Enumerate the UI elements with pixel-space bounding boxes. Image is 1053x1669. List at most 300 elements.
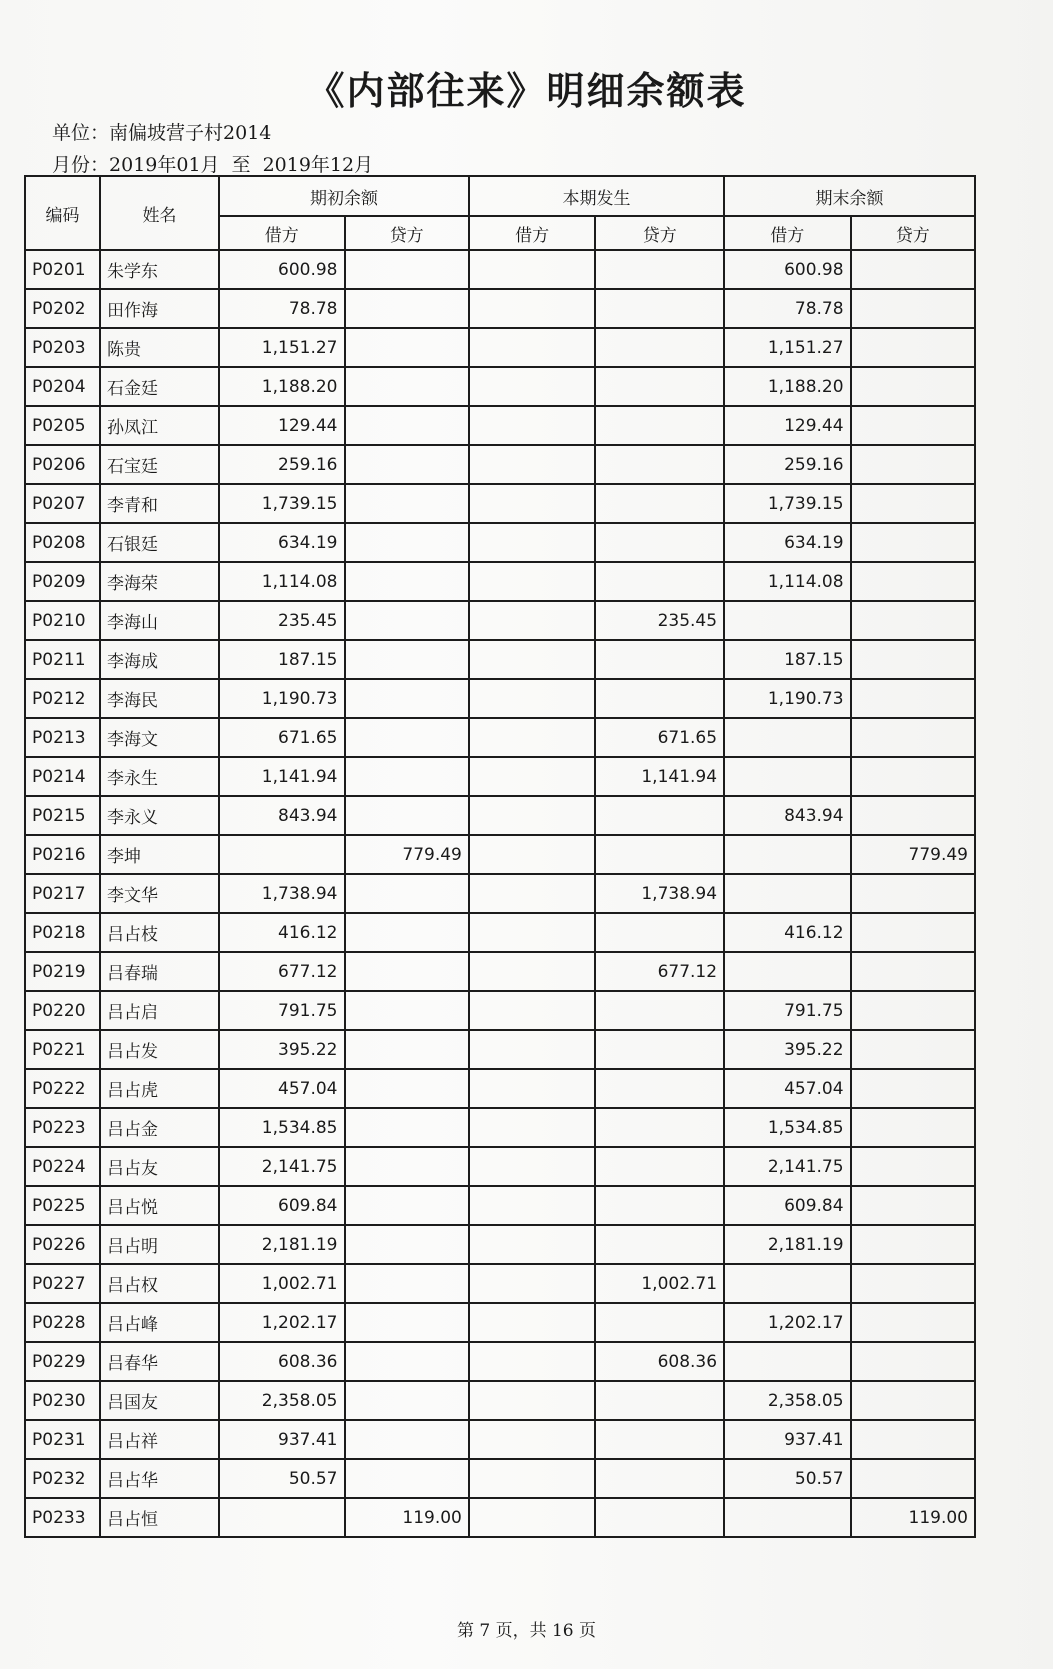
table-row bbox=[25, 484, 975, 523]
table-row bbox=[25, 1186, 975, 1225]
cell-code: P0221 bbox=[25, 1030, 100, 1069]
cell-current-credit bbox=[595, 991, 724, 1030]
page-footer: 第 7 页，共 16 页 bbox=[456, 1621, 597, 1641]
table-row bbox=[25, 1342, 975, 1381]
cell-current-debit bbox=[469, 1147, 596, 1186]
cell-opening-debit bbox=[219, 835, 344, 874]
cell-opening-credit: 779.49 bbox=[345, 835, 469, 874]
cell-name: 吕占金 bbox=[100, 1108, 219, 1147]
cell-current-credit bbox=[595, 796, 724, 835]
cell-name: 石宝廷 bbox=[100, 445, 219, 484]
cell-opening-credit bbox=[345, 1342, 469, 1381]
cell-closing-debit: 416.12 bbox=[724, 913, 851, 952]
cell-opening-debit: 671.65 bbox=[219, 718, 344, 757]
table-row bbox=[25, 289, 975, 328]
cell-name: 吕占悦 bbox=[100, 1186, 219, 1225]
cell-current-debit bbox=[469, 484, 596, 523]
cell-current-credit bbox=[595, 1459, 724, 1498]
table-row bbox=[25, 406, 975, 445]
cell-opening-debit: 1,738.94 bbox=[219, 874, 344, 913]
cell-name: 李青和 bbox=[100, 484, 219, 523]
cell-closing-debit: 129.44 bbox=[724, 406, 851, 445]
cell-code: P0228 bbox=[25, 1303, 100, 1342]
cell-current-credit bbox=[595, 913, 724, 952]
cell-name: 陈贵 bbox=[100, 328, 219, 367]
cell-closing-credit: 779.49 bbox=[851, 835, 975, 874]
cell-name: 吕国友 bbox=[100, 1381, 219, 1420]
cell-opening-debit: 129.44 bbox=[219, 406, 344, 445]
cell-code: P0214 bbox=[25, 757, 100, 796]
cell-code: P0224 bbox=[25, 1147, 100, 1186]
cell-current-debit bbox=[469, 601, 596, 640]
cell-closing-debit: 50.57 bbox=[724, 1459, 851, 1498]
cell-closing-credit bbox=[851, 1381, 975, 1420]
cell-name: 吕占权 bbox=[100, 1264, 219, 1303]
cell-closing-debit: 1,202.17 bbox=[724, 1303, 851, 1342]
cell-current-debit bbox=[469, 1225, 596, 1264]
cell-current-credit bbox=[595, 835, 724, 874]
cell-opening-debit: 608.36 bbox=[219, 1342, 344, 1381]
cell-current-credit: 1,738.94 bbox=[595, 874, 724, 913]
cell-current-debit bbox=[469, 679, 596, 718]
cell-closing-credit bbox=[851, 601, 975, 640]
cell-closing-credit bbox=[851, 718, 975, 757]
cell-current-credit bbox=[595, 250, 724, 289]
cell-name: 吕占峰 bbox=[100, 1303, 219, 1342]
cell-opening-debit: 791.75 bbox=[219, 991, 344, 1030]
cell-code: P0226 bbox=[25, 1225, 100, 1264]
cell-opening-credit bbox=[345, 523, 469, 562]
cell-opening-debit: 1,002.71 bbox=[219, 1264, 344, 1303]
cell-name: 石银廷 bbox=[100, 523, 219, 562]
cell-closing-credit bbox=[851, 796, 975, 835]
cell-code: P0203 bbox=[25, 328, 100, 367]
cell-closing-credit bbox=[851, 640, 975, 679]
cell-current-debit bbox=[469, 1030, 596, 1069]
cell-current-debit bbox=[469, 1498, 596, 1537]
cell-name: 吕占恒 bbox=[100, 1498, 219, 1537]
cell-closing-debit bbox=[724, 1264, 851, 1303]
cell-current-debit bbox=[469, 1108, 596, 1147]
cell-name: 吕占祥 bbox=[100, 1420, 219, 1459]
cell-opening-debit: 187.15 bbox=[219, 640, 344, 679]
cell-opening-debit: 843.94 bbox=[219, 796, 344, 835]
cell-closing-credit bbox=[851, 991, 975, 1030]
cell-closing-debit: 2,181.19 bbox=[724, 1225, 851, 1264]
header-opening-balance: 期初余额 bbox=[219, 176, 469, 216]
cell-name: 李海文 bbox=[100, 718, 219, 757]
cell-code: P0220 bbox=[25, 991, 100, 1030]
cell-opening-debit: 2,181.19 bbox=[219, 1225, 344, 1264]
cell-closing-debit bbox=[724, 835, 851, 874]
cell-closing-debit: 600.98 bbox=[724, 250, 851, 289]
cell-opening-credit bbox=[345, 991, 469, 1030]
cell-closing-credit bbox=[851, 1147, 975, 1186]
cell-closing-debit bbox=[724, 952, 851, 991]
cell-opening-credit bbox=[345, 445, 469, 484]
cell-opening-credit bbox=[345, 1264, 469, 1303]
cell-name: 李海荣 bbox=[100, 562, 219, 601]
cell-closing-debit: 259.16 bbox=[724, 445, 851, 484]
cell-current-debit bbox=[469, 835, 596, 874]
cell-closing-credit bbox=[851, 679, 975, 718]
cell-closing-debit: 791.75 bbox=[724, 991, 851, 1030]
cell-closing-debit bbox=[724, 874, 851, 913]
cell-opening-debit: 50.57 bbox=[219, 1459, 344, 1498]
table-row bbox=[25, 1420, 975, 1459]
cell-closing-debit: 2,358.05 bbox=[724, 1381, 851, 1420]
cell-closing-credit bbox=[851, 757, 975, 796]
cell-closing-debit: 937.41 bbox=[724, 1420, 851, 1459]
cell-opening-debit: 235.45 bbox=[219, 601, 344, 640]
cell-name: 李海山 bbox=[100, 601, 219, 640]
cell-code: P0211 bbox=[25, 640, 100, 679]
cell-opening-debit: 1,188.20 bbox=[219, 367, 344, 406]
cell-opening-credit bbox=[345, 601, 469, 640]
header-opening-credit: 贷方 bbox=[345, 216, 469, 250]
cell-closing-credit bbox=[851, 1264, 975, 1303]
cell-current-credit bbox=[595, 1186, 724, 1225]
cell-closing-credit bbox=[851, 913, 975, 952]
cell-opening-credit bbox=[345, 874, 469, 913]
cell-current-debit bbox=[469, 523, 596, 562]
table-row bbox=[25, 874, 975, 913]
cell-code: P0206 bbox=[25, 445, 100, 484]
cell-opening-debit: 416.12 bbox=[219, 913, 344, 952]
cell-code: P0201 bbox=[25, 250, 100, 289]
cell-opening-debit: 1,141.94 bbox=[219, 757, 344, 796]
cell-current-credit: 677.12 bbox=[595, 952, 724, 991]
cell-name: 吕占明 bbox=[100, 1225, 219, 1264]
cell-current-credit bbox=[595, 1498, 724, 1537]
table-row bbox=[25, 1108, 975, 1147]
cell-current-credit bbox=[595, 1147, 724, 1186]
table-row bbox=[25, 952, 975, 991]
cell-current-credit: 1,002.71 bbox=[595, 1264, 724, 1303]
cell-code: P0210 bbox=[25, 601, 100, 640]
cell-opening-credit bbox=[345, 1381, 469, 1420]
cell-closing-debit: 1,188.20 bbox=[724, 367, 851, 406]
table-row bbox=[25, 1264, 975, 1303]
cell-current-debit bbox=[469, 1069, 596, 1108]
cell-name: 李永义 bbox=[100, 796, 219, 835]
cell-opening-debit: 1,202.17 bbox=[219, 1303, 344, 1342]
unit-label: 单位： bbox=[52, 122, 110, 144]
cell-opening-credit bbox=[345, 796, 469, 835]
document-title: 《内部往来》明细余额表 bbox=[306, 68, 747, 113]
cell-closing-credit bbox=[851, 1420, 975, 1459]
cell-closing-debit: 78.78 bbox=[724, 289, 851, 328]
cell-name: 吕春华 bbox=[100, 1342, 219, 1381]
cell-current-credit: 608.36 bbox=[595, 1342, 724, 1381]
month-to: 2019年12月 bbox=[262, 154, 374, 176]
cell-code: P0202 bbox=[25, 289, 100, 328]
table-row bbox=[25, 796, 975, 835]
cell-current-credit bbox=[595, 1069, 724, 1108]
table-row bbox=[25, 679, 975, 718]
cell-current-debit bbox=[469, 991, 596, 1030]
cell-closing-credit bbox=[851, 1225, 975, 1264]
cell-closing-credit bbox=[851, 1069, 975, 1108]
cell-opening-credit bbox=[345, 718, 469, 757]
table-row bbox=[25, 1225, 975, 1264]
cell-name: 李海成 bbox=[100, 640, 219, 679]
cell-opening-debit: 1,114.08 bbox=[219, 562, 344, 601]
cell-current-debit bbox=[469, 913, 596, 952]
cell-opening-debit: 600.98 bbox=[219, 250, 344, 289]
cell-current-credit bbox=[595, 328, 724, 367]
month-from: 2019年01月 bbox=[109, 154, 220, 176]
cell-opening-credit bbox=[345, 484, 469, 523]
table-row bbox=[25, 250, 975, 289]
cell-opening-credit bbox=[345, 250, 469, 289]
table-body bbox=[25, 250, 975, 1537]
table-row bbox=[25, 1069, 975, 1108]
cell-current-credit bbox=[595, 406, 724, 445]
cell-current-debit bbox=[469, 718, 596, 757]
cell-opening-credit bbox=[345, 913, 469, 952]
cell-current-debit bbox=[469, 874, 596, 913]
cell-current-debit bbox=[469, 640, 596, 679]
cell-current-credit bbox=[595, 1303, 724, 1342]
cell-name: 李坤 bbox=[100, 835, 219, 874]
header-current-credit: 贷方 bbox=[595, 216, 724, 250]
cell-opening-credit bbox=[345, 1303, 469, 1342]
header-closing-balance: 期末余额 bbox=[724, 176, 975, 216]
cell-code: P0205 bbox=[25, 406, 100, 445]
cell-current-credit: 1,141.94 bbox=[595, 757, 724, 796]
table-row bbox=[25, 1381, 975, 1420]
cell-current-debit bbox=[469, 328, 596, 367]
cell-code: P0233 bbox=[25, 1498, 100, 1537]
cell-closing-credit bbox=[851, 1303, 975, 1342]
cell-code: P0229 bbox=[25, 1342, 100, 1381]
cell-opening-credit bbox=[345, 562, 469, 601]
table-row bbox=[25, 1498, 975, 1537]
cell-current-credit bbox=[595, 562, 724, 601]
cell-current-debit bbox=[469, 562, 596, 601]
cell-opening-debit: 677.12 bbox=[219, 952, 344, 991]
header-opening-debit: 借方 bbox=[219, 216, 344, 250]
cell-opening-credit bbox=[345, 1225, 469, 1264]
cell-opening-credit bbox=[345, 1147, 469, 1186]
cell-current-debit bbox=[469, 1303, 596, 1342]
cell-opening-debit: 78.78 bbox=[219, 289, 344, 328]
cell-current-credit bbox=[595, 1225, 724, 1264]
table-row bbox=[25, 835, 975, 874]
cell-current-debit bbox=[469, 1342, 596, 1381]
header-closing-credit: 贷方 bbox=[851, 216, 975, 250]
cell-opening-credit bbox=[345, 328, 469, 367]
cell-opening-credit bbox=[345, 1108, 469, 1147]
cell-code: P0225 bbox=[25, 1186, 100, 1225]
cell-closing-debit bbox=[724, 757, 851, 796]
cell-current-credit bbox=[595, 367, 724, 406]
cell-name: 吕占发 bbox=[100, 1030, 219, 1069]
cell-opening-credit bbox=[345, 289, 469, 328]
cell-current-debit bbox=[469, 1264, 596, 1303]
cell-closing-credit bbox=[851, 874, 975, 913]
cell-opening-credit bbox=[345, 1186, 469, 1225]
cell-closing-credit bbox=[851, 484, 975, 523]
cell-opening-credit bbox=[345, 1069, 469, 1108]
cell-current-debit bbox=[469, 796, 596, 835]
cell-closing-debit: 843.94 bbox=[724, 796, 851, 835]
cell-opening-credit bbox=[345, 757, 469, 796]
cell-closing-debit bbox=[724, 1498, 851, 1537]
table-row bbox=[25, 913, 975, 952]
header-current-debit: 借方 bbox=[469, 216, 596, 250]
cell-opening-credit bbox=[345, 1030, 469, 1069]
cell-opening-credit bbox=[345, 367, 469, 406]
cell-current-credit: 235.45 bbox=[595, 601, 724, 640]
cell-current-credit bbox=[595, 1030, 724, 1069]
cell-closing-credit bbox=[851, 1108, 975, 1147]
cell-code: P0209 bbox=[25, 562, 100, 601]
cell-closing-debit bbox=[724, 1342, 851, 1381]
header-code: 编码 bbox=[25, 176, 100, 250]
cell-closing-debit: 457.04 bbox=[724, 1069, 851, 1108]
header-current-period: 本期发生 bbox=[469, 176, 724, 216]
cell-code: P0208 bbox=[25, 523, 100, 562]
cell-closing-credit bbox=[851, 1342, 975, 1381]
cell-current-credit bbox=[595, 289, 724, 328]
cell-name: 吕春瑞 bbox=[100, 952, 219, 991]
cell-closing-credit bbox=[851, 289, 975, 328]
month-label: 月份： bbox=[52, 154, 110, 176]
cell-closing-debit: 395.22 bbox=[724, 1030, 851, 1069]
cell-closing-debit: 1,114.08 bbox=[724, 562, 851, 601]
cell-name: 吕占枝 bbox=[100, 913, 219, 952]
cell-current-debit bbox=[469, 757, 596, 796]
month-to-word: 至 bbox=[231, 154, 251, 176]
table-row bbox=[25, 328, 975, 367]
cell-current-debit bbox=[469, 1381, 596, 1420]
cell-closing-credit bbox=[851, 328, 975, 367]
cell-code: P0231 bbox=[25, 1420, 100, 1459]
cell-current-debit bbox=[469, 1459, 596, 1498]
cell-opening-debit: 2,141.75 bbox=[219, 1147, 344, 1186]
cell-opening-debit: 1,534.85 bbox=[219, 1108, 344, 1147]
cell-opening-debit: 634.19 bbox=[219, 523, 344, 562]
cell-name: 朱学东 bbox=[100, 250, 219, 289]
table-row bbox=[25, 757, 975, 796]
cell-code: P0218 bbox=[25, 913, 100, 952]
cell-opening-credit: 119.00 bbox=[345, 1498, 469, 1537]
table-row bbox=[25, 640, 975, 679]
cell-current-credit: 671.65 bbox=[595, 718, 724, 757]
cell-code: P0215 bbox=[25, 796, 100, 835]
unit-value: 南偏坡营子村2014 bbox=[109, 122, 272, 144]
cell-current-debit bbox=[469, 1420, 596, 1459]
cell-current-credit bbox=[595, 679, 724, 718]
header-row-top bbox=[25, 176, 975, 216]
cell-code: P0230 bbox=[25, 1381, 100, 1420]
cell-closing-debit: 1,151.27 bbox=[724, 328, 851, 367]
cell-name: 李文华 bbox=[100, 874, 219, 913]
cell-opening-debit: 2,358.05 bbox=[219, 1381, 344, 1420]
cell-code: P0223 bbox=[25, 1108, 100, 1147]
cell-opening-credit bbox=[345, 1420, 469, 1459]
cell-closing-credit bbox=[851, 406, 975, 445]
header-name: 姓名 bbox=[100, 176, 219, 250]
cell-name: 吕占华 bbox=[100, 1459, 219, 1498]
cell-opening-debit: 937.41 bbox=[219, 1420, 344, 1459]
header-closing-debit: 借方 bbox=[724, 216, 851, 250]
month-line bbox=[52, 150, 373, 177]
cell-code: P0207 bbox=[25, 484, 100, 523]
cell-closing-credit bbox=[851, 445, 975, 484]
table-row bbox=[25, 1459, 975, 1498]
cell-code: P0213 bbox=[25, 718, 100, 757]
unit-line bbox=[52, 118, 271, 145]
table-row bbox=[25, 601, 975, 640]
table-row bbox=[25, 718, 975, 757]
cell-closing-credit bbox=[851, 1030, 975, 1069]
cell-code: P0204 bbox=[25, 367, 100, 406]
cell-opening-debit: 1,190.73 bbox=[219, 679, 344, 718]
cell-current-debit bbox=[469, 406, 596, 445]
table-row bbox=[25, 523, 975, 562]
cell-opening-debit: 609.84 bbox=[219, 1186, 344, 1225]
cell-name: 吕占友 bbox=[100, 1147, 219, 1186]
cell-current-debit bbox=[469, 445, 596, 484]
cell-name: 吕占虎 bbox=[100, 1069, 219, 1108]
cell-name: 孙凤江 bbox=[100, 406, 219, 445]
cell-opening-debit: 457.04 bbox=[219, 1069, 344, 1108]
cell-code: P0227 bbox=[25, 1264, 100, 1303]
cell-closing-credit bbox=[851, 1186, 975, 1225]
cell-name: 李海民 bbox=[100, 679, 219, 718]
cell-current-credit bbox=[595, 1420, 724, 1459]
cell-current-debit bbox=[469, 250, 596, 289]
cell-closing-debit: 1,739.15 bbox=[724, 484, 851, 523]
cell-opening-debit bbox=[219, 1498, 344, 1537]
cell-opening-credit bbox=[345, 640, 469, 679]
cell-closing-credit bbox=[851, 523, 975, 562]
cell-code: P0219 bbox=[25, 952, 100, 991]
cell-name: 田作海 bbox=[100, 289, 219, 328]
cell-opening-debit: 259.16 bbox=[219, 445, 344, 484]
cell-code: P0216 bbox=[25, 835, 100, 874]
table-row bbox=[25, 562, 975, 601]
cell-current-debit bbox=[469, 289, 596, 328]
cell-current-credit bbox=[595, 484, 724, 523]
table-row bbox=[25, 445, 975, 484]
cell-closing-debit bbox=[724, 601, 851, 640]
cell-closing-debit: 1,534.85 bbox=[724, 1108, 851, 1147]
cell-opening-credit bbox=[345, 952, 469, 991]
table-row bbox=[25, 991, 975, 1030]
cell-opening-credit bbox=[345, 679, 469, 718]
table-row bbox=[25, 1030, 975, 1069]
cell-closing-debit: 609.84 bbox=[724, 1186, 851, 1225]
cell-name: 李永生 bbox=[100, 757, 219, 796]
cell-opening-debit: 1,151.27 bbox=[219, 328, 344, 367]
table-row bbox=[25, 1147, 975, 1186]
cell-opening-credit bbox=[345, 406, 469, 445]
cell-current-credit bbox=[595, 445, 724, 484]
cell-closing-debit: 2,141.75 bbox=[724, 1147, 851, 1186]
balance-table bbox=[24, 175, 976, 1538]
cell-closing-debit: 1,190.73 bbox=[724, 679, 851, 718]
cell-closing-debit bbox=[724, 718, 851, 757]
cell-current-debit bbox=[469, 952, 596, 991]
cell-closing-credit bbox=[851, 562, 975, 601]
cell-current-credit bbox=[595, 640, 724, 679]
cell-closing-credit bbox=[851, 1459, 975, 1498]
cell-current-credit bbox=[595, 523, 724, 562]
